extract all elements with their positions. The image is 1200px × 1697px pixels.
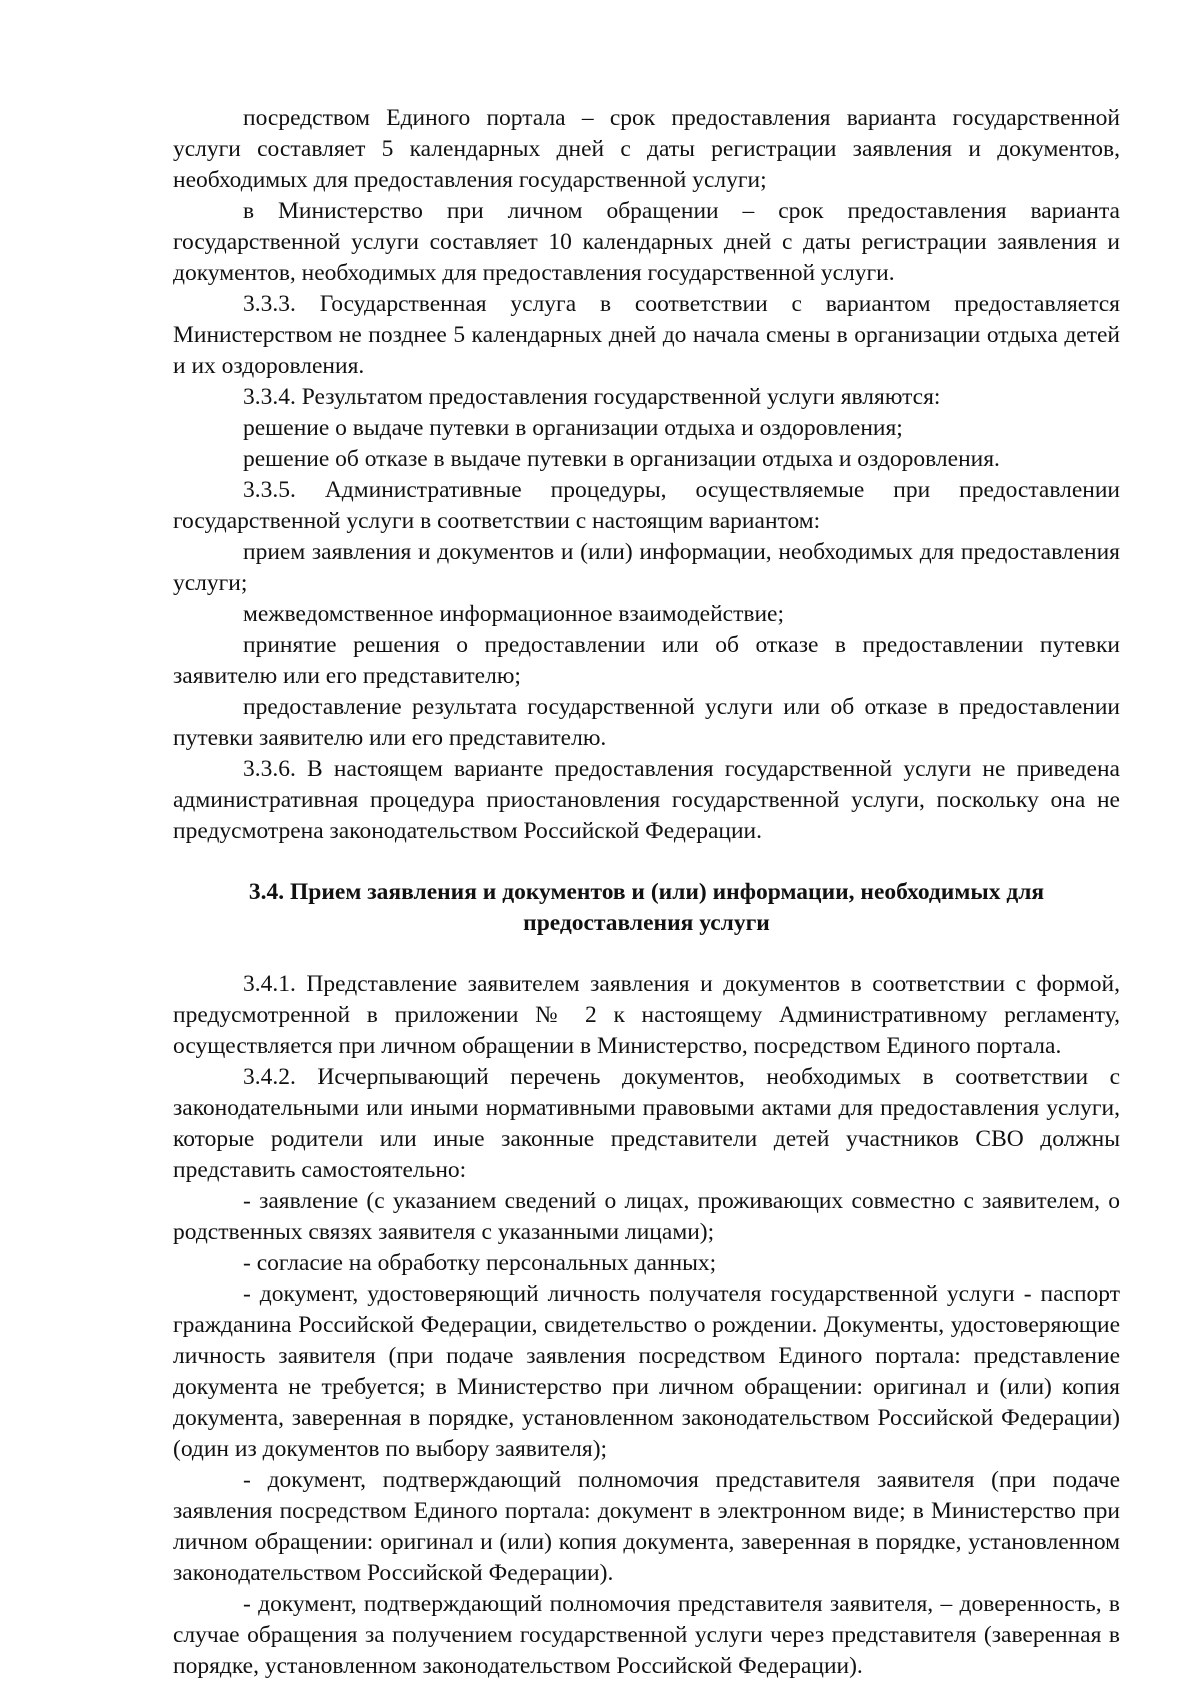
paragraph: принятие решения о предоставлении или об отказе в предоставлении путевки заявителю или его представителю;	[173, 632, 1120, 689]
paragraph: 3.3.4. Результатом предоставления государственной услуги являются:	[243, 384, 941, 410]
paragraph: - согласие на обработку персональных данных;	[243, 1250, 717, 1276]
paragraph: прием заявления и документов и (или) информации, необходимых для предоставления услуги;	[173, 539, 1120, 596]
paragraph: 3.4.2. Исчерпывающий перечень документов, необходимых в соответствии с законодательными или иными нормативными правовыми актами для предоставления услуги, которые родители или иные законные представители детей участников СВО должны представить самостоятельно:	[173, 1064, 1120, 1183]
paragraph: 3.3.6. В настоящем варианте предоставления государственной услуги не приведена административная процедура приостановления государственной услуги, поскольку она не предусмотрена законодательством Российской Федерации.	[173, 756, 1120, 844]
paragraph: посредством Единого портала – срок предоставления варианта государственной услуги составляет 5 календарных дней с даты регистрации заявления и документов, необходимых для предоставления государственной услуги;	[173, 105, 1120, 193]
paragraph: 3.3.3. Государственная услуга в соответствии с вариантом предоставляется Министерством не позднее 5 календарных дней до начала смены в организации отдыха детей и их оздоровления.	[173, 291, 1120, 379]
paragraph: 3.4.1. Представление заявителем заявления и документов в соответствии с формой, предусмотренной в приложении № 2 к настоящему Административному регламенту, осуществляется при личном обращении в Министерство, посредством Единого портала.	[173, 971, 1120, 1059]
paragraph: в Министерство при личном обращении – срок предоставления варианта государственной услуги составляет 10 календарных дней с даты регистрации заявления и документов, необходимых для предоставления государственной услуги.	[173, 198, 1120, 286]
document-page	[173, 103, 1120, 1682]
paragraph: - заявление (с указанием сведений о лицах, проживающих совместно с заявителем, о родственных связях заявителя с указанными лицами);	[173, 1188, 1120, 1245]
paragraph: - документ, подтверждающий полномочия представителя заявителя, – доверенность, в случае обращения за получением государственной услуги через представителя (заверенная в порядке, установленном законодательством Российской Федерации).	[173, 1591, 1120, 1679]
paragraph: - документ, удостоверяющий личность получателя государственной услуги - паспорт гражданина Российской Федерации, свидетельство о рождении. Документы, удостоверяющие личность заявителя (при подаче заявления посредством Единого портала: представление документа не требуется; в Министерство при личном обращении: оригинал и (или) копия документа, заверенная в порядке, установленном законодательством Российской Федерации) (один из документов по выбору заявителя);	[173, 1281, 1120, 1462]
paragraph: предоставление результата государственной услуги или об отказе в предоставлении путевки заявителю или его представителю.	[173, 694, 1120, 751]
paragraph: - документ, подтверждающий полномочия представителя заявителя (при подаче заявления посредством Единого портала: документ в электронном виде; в Министерство при личном обращении: оригинал и (или) копия документа, заверенная в порядке, установленном законодательством Российской Федерации).	[173, 1467, 1120, 1586]
paragraph: решение о выдаче путевки в организации отдыха и оздоровления;	[243, 415, 903, 441]
paragraph: 3.3.5. Административные процедуры, осуществляемые при предоставлении государственной услуги в соответствии с настоящим вариантом:	[173, 477, 1120, 534]
paragraph: межведомственное информационное взаимодействие;	[243, 601, 785, 627]
section-heading: 3.4. Прием заявления и документов и (или) информации, необходимых для предоставления услуги	[248, 879, 1045, 936]
paragraph: решение об отказе в выдаче путевки в организации отдыха и оздоровления.	[243, 446, 1000, 472]
